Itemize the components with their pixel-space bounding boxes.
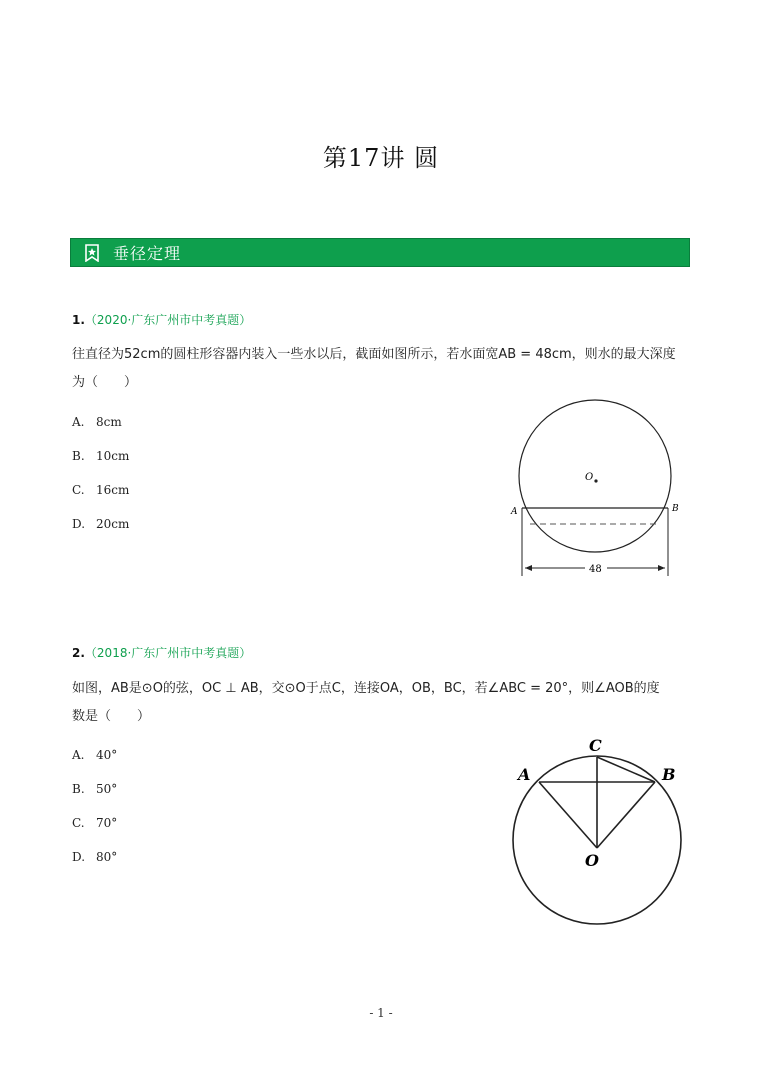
option-c: C. 70° <box>72 816 118 830</box>
section-title: 垂径定理 <box>113 244 182 263</box>
label-48: 48 <box>589 564 602 575</box>
bookmark-star-icon <box>83 244 101 262</box>
question-text-line: 如图，AB是⊙O的弦，OC ⊥ AB，交⊙O于点C，连接OA，OB，BC，若∠ABC = 20°，则∠AOB的度 <box>72 681 660 696</box>
question-number: 1. <box>72 313 85 327</box>
question-1-header <box>72 311 251 328</box>
figure-circle-chord <box>505 730 691 930</box>
option-a: A. 40° <box>72 748 118 762</box>
question-text-line: 往直径为52cm的圆柱形容器内装入一些水以后，截面如图所示，若水面宽AB = 48cm，则水的最大深度 <box>72 347 676 362</box>
page-number: - 1 - <box>369 1006 393 1020</box>
option-d: D. 20cm <box>72 517 130 531</box>
question-2-text <box>72 675 692 731</box>
figure-water-in-cylinder <box>505 398 695 580</box>
section-header <box>70 238 690 267</box>
label-o: O <box>585 472 594 483</box>
label-a: A <box>511 507 518 517</box>
label-o: O <box>585 851 599 870</box>
option-a: A. 8cm <box>72 415 122 429</box>
label-a: A <box>518 765 531 784</box>
option-b: B. 50° <box>72 782 118 796</box>
label-b: B <box>662 765 676 784</box>
question-source: （2020·广东广州市中考真题） <box>84 313 252 327</box>
question-2-header <box>72 644 251 661</box>
question-text-line: 为（ ） <box>72 375 138 390</box>
option-b: B. 10cm <box>72 449 130 463</box>
question-text-line: 数是（ ） <box>72 709 151 724</box>
option-d: D. 80° <box>72 850 118 864</box>
label-c: C <box>589 736 602 755</box>
label-b: B <box>672 504 679 514</box>
question-number: 2. <box>72 646 85 660</box>
question-1-text <box>72 341 692 397</box>
question-source: （2018·广东广州市中考真题） <box>84 646 252 660</box>
option-c: C. 16cm <box>72 483 130 497</box>
page-title: 第17讲 圆 <box>322 144 440 172</box>
